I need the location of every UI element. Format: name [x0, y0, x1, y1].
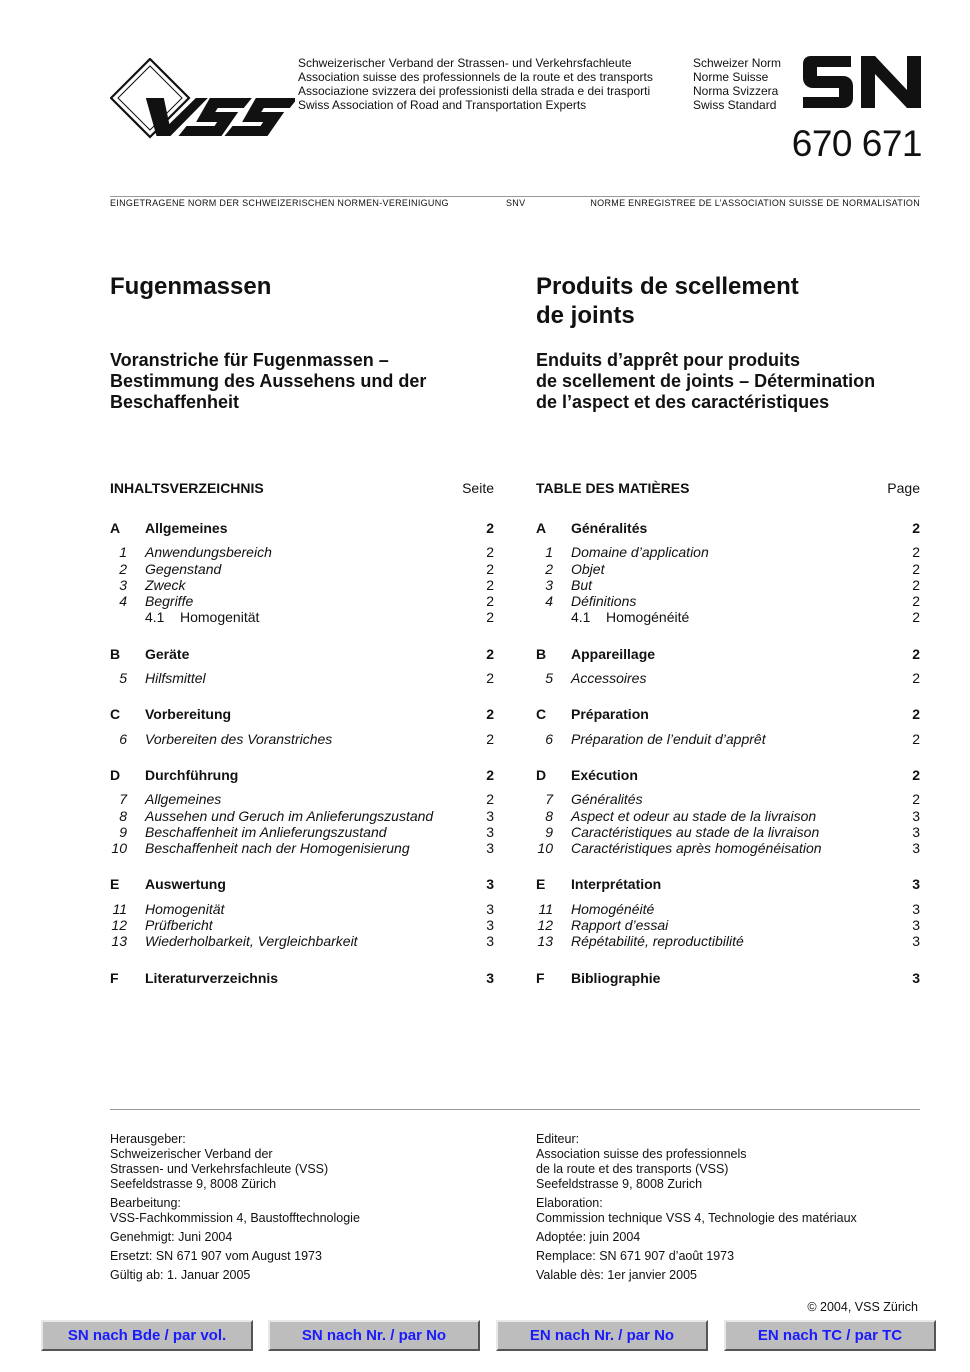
item-title: Beschaffenheit im Anlieferungszustand — [145, 823, 387, 840]
section-page: 2 — [486, 645, 494, 662]
copyright: © 2004, VSS Zürich — [807, 1300, 918, 1314]
toc-section — [110, 706, 494, 747]
publisher-line: Schweizerischer Verband der — [110, 1147, 273, 1161]
toc-section-row — [110, 970, 494, 986]
toc-item-row — [536, 840, 920, 856]
toc-item-row — [536, 670, 920, 686]
item-page: 2 — [912, 576, 920, 593]
standard-line: Schweizer Norm — [693, 56, 782, 70]
toc-item-row — [536, 731, 920, 747]
standard-names — [693, 56, 781, 112]
toc-item-row — [536, 901, 920, 917]
section-page: 2 — [486, 706, 494, 723]
association-names — [298, 56, 653, 112]
item-title: Allgemeines — [145, 791, 222, 808]
item-title: Aussehen und Geruch im Anlieferungszustand — [145, 807, 434, 824]
item-page: 2 — [912, 560, 920, 577]
toc-body — [110, 520, 494, 986]
publisher-block — [110, 1249, 510, 1264]
section-letter: E — [110, 876, 120, 893]
toc-body — [536, 520, 920, 986]
footer-divider — [110, 1109, 920, 1110]
toc-item-row — [110, 670, 494, 686]
publisher-line: Editeur: — [536, 1132, 580, 1146]
item-number: 5 — [119, 670, 127, 687]
toc-item-row — [110, 561, 494, 577]
toc-section — [536, 970, 920, 986]
toc-section-row — [536, 876, 920, 892]
publisher-line: Seefeldstrasse 9, 8008 Zurich — [536, 1177, 703, 1191]
item-number: 1 — [545, 544, 553, 561]
item-title: Beschaffenheit nach der Homogenisierung — [145, 840, 410, 857]
toc-item-row — [536, 917, 920, 933]
item-page: 2 — [912, 593, 920, 610]
toc-item-row — [110, 917, 494, 933]
association-line: Swiss Association of Road and Transportation Experts — [298, 98, 587, 112]
publisher-line: Association suisse des professionnels — [536, 1147, 747, 1161]
subitem-title: Homogénéité — [606, 609, 690, 626]
publisher-line: Herausgeber: — [110, 1132, 186, 1146]
section-page: 2 — [912, 645, 920, 662]
toc-item-row — [110, 577, 494, 593]
item-title: Généralités — [571, 791, 643, 808]
toc-section — [536, 646, 920, 687]
subtitle-fr-line: de l’aspect et des caractéristiques — [536, 392, 830, 412]
nav-en-by-number-button[interactable]: EN nach Nr. / par No — [496, 1320, 708, 1351]
item-number: 1 — [119, 544, 127, 561]
registration-left: EINGETRAGENE NORM DER SCHWEIZERISCHEN NORMEN-VEREINIGUNG — [110, 198, 449, 208]
toc-section — [110, 767, 494, 856]
toc-item-row — [110, 593, 494, 609]
publisher-block — [110, 1132, 510, 1192]
section-page: 2 — [912, 520, 920, 536]
publisher-block — [536, 1268, 936, 1283]
section-title: Appareillage — [571, 645, 656, 662]
toc-header — [110, 480, 494, 500]
section-letter: F — [110, 969, 119, 986]
section-page: 3 — [912, 969, 920, 986]
item-page: 2 — [486, 593, 494, 610]
section-letter: D — [536, 766, 547, 783]
toc-item-row — [536, 544, 920, 560]
publisher-de — [110, 1132, 510, 1287]
section-letter: D — [110, 766, 121, 783]
item-number: 6 — [545, 730, 553, 747]
section-page: 2 — [912, 766, 920, 783]
publisher-block — [536, 1132, 936, 1192]
toc-section-row — [536, 646, 920, 662]
subtitle-fr-line: de scellement de joints – Détermination — [536, 371, 876, 391]
item-page: 3 — [486, 917, 494, 934]
item-number: 9 — [119, 823, 127, 840]
item-page: 2 — [912, 670, 920, 687]
toc-item-row — [536, 593, 920, 609]
item-page: 2 — [486, 791, 494, 808]
toc-section — [536, 520, 920, 626]
item-number: 8 — [545, 807, 553, 824]
registration-mid: SNV — [506, 198, 526, 208]
item-title: Caractéristiques au stade de la livraison — [571, 823, 820, 840]
toc-item-row — [536, 808, 920, 824]
item-number: 10 — [537, 840, 553, 857]
item-number: 6 — [119, 730, 127, 747]
item-title: Rapport d’essai — [571, 917, 669, 934]
toc-header — [536, 480, 920, 500]
toc-section — [110, 876, 494, 949]
toc-subitem-row — [110, 609, 494, 625]
section-letter: E — [536, 876, 546, 893]
item-page: 3 — [486, 933, 494, 950]
subtitle-de-line: Voranstriche für Fugenmassen – — [110, 350, 389, 370]
toc-item-row — [536, 791, 920, 807]
toc-section-row — [536, 706, 920, 722]
toc-item-row — [110, 933, 494, 949]
publisher-line: VSS-Fachkommission 4, Baustofftechnologie — [110, 1211, 360, 1225]
section-letter: C — [110, 706, 121, 723]
item-title: Hilfsmittel — [145, 670, 206, 687]
toc-section-row — [536, 520, 920, 536]
item-title: Caractéristiques après homogénéisation — [571, 840, 822, 857]
toc-item-row — [110, 791, 494, 807]
item-number: 8 — [119, 807, 127, 824]
association-line: Association suisse des professionnels de la route et des transports — [298, 70, 653, 84]
section-page: 3 — [486, 969, 494, 986]
item-number: 12 — [537, 917, 553, 934]
toc-title: INHALTSVERZEICHNIS — [110, 480, 264, 496]
item-title: Gegenstand — [145, 560, 222, 577]
toc-item-row — [110, 824, 494, 840]
association-line: Associazione svizzera dei professionisti della strada e dei trasporti — [298, 84, 651, 98]
standard-line: Norma Svizzera — [693, 84, 779, 98]
publisher-line: Remplace: SN 671 907 d’août 1973 — [536, 1249, 735, 1263]
item-page: 3 — [912, 933, 920, 950]
item-title: Homogénéité — [571, 900, 655, 917]
publisher-block — [110, 1230, 510, 1245]
publisher-block — [110, 1196, 510, 1226]
toc-de — [110, 480, 494, 994]
toc-section — [110, 520, 494, 626]
subitem-page: 2 — [912, 609, 920, 626]
item-page: 3 — [912, 823, 920, 840]
toc-section-row — [110, 646, 494, 662]
header-divider — [110, 196, 920, 197]
item-title: Zweck — [145, 576, 186, 593]
subitem-title-cell — [145, 609, 454, 625]
item-number: 4 — [119, 593, 127, 610]
toc-subitem-row — [536, 609, 920, 625]
title-de: Fugenmassen — [110, 273, 272, 300]
item-title: Anwendungsbereich — [145, 544, 272, 561]
item-page: 2 — [486, 560, 494, 577]
nav-en-by-tc-button[interactable]: EN nach TC / par TC — [724, 1320, 936, 1351]
item-title: Domaine d’application — [571, 544, 709, 561]
item-page: 3 — [912, 807, 920, 824]
section-letter: A — [110, 520, 121, 536]
section-letter: C — [536, 706, 547, 723]
section-letter: A — [536, 520, 547, 536]
publisher-line: Gültig ab: 1. Januar 2005 — [110, 1268, 251, 1282]
section-title: Auswertung — [145, 876, 226, 893]
publisher-block — [536, 1249, 936, 1264]
section-title: Literaturverzeichnis — [145, 969, 279, 986]
publisher-line: Seefeldstrasse 9, 8008 Zürich — [110, 1177, 277, 1191]
section-title: Vorbereitung — [145, 706, 232, 723]
item-number: 12 — [111, 917, 127, 934]
item-page: 3 — [486, 807, 494, 824]
title-fr — [536, 272, 799, 330]
vss-logo — [110, 58, 295, 145]
item-title: Prüfbericht — [145, 917, 213, 934]
toc-section-row — [110, 706, 494, 722]
item-number: 10 — [111, 840, 127, 857]
section-title: Exécution — [571, 766, 638, 783]
item-title: Begriffe — [145, 593, 194, 610]
item-title: Accessoires — [571, 670, 647, 687]
item-page: 2 — [486, 576, 494, 593]
subtitle-de-line: Bestimmung des Aussehens und der — [110, 371, 427, 391]
subitem-spacer — [110, 609, 145, 625]
toc-section-row — [110, 876, 494, 892]
toc-item-row — [536, 824, 920, 840]
toc-section — [536, 706, 920, 747]
toc-page-label: Page — [887, 480, 920, 496]
item-page: 3 — [486, 840, 494, 857]
toc-title: TABLE DES MATIÈRES — [536, 480, 690, 496]
toc-section — [536, 767, 920, 856]
subitem-number: 4.1 — [145, 609, 165, 626]
subtitle-fr — [536, 350, 875, 413]
item-number: 4 — [545, 593, 553, 610]
section-page: 2 — [912, 706, 920, 723]
publisher-fr — [536, 1132, 936, 1287]
toc-page-label: Seite — [462, 480, 494, 496]
subitem-spacer — [536, 609, 571, 625]
toc-section-row — [536, 767, 920, 783]
toc-item-row — [110, 808, 494, 824]
publisher-line: Strassen- und Verkehrsfachleute (VSS) — [110, 1162, 329, 1176]
publisher-line: Commission technique VSS 4, Technologie des matériaux — [536, 1211, 857, 1225]
subtitle-fr-line: Enduits d’apprêt pour produits — [536, 350, 800, 370]
toc-section — [536, 876, 920, 949]
subitem-page: 2 — [486, 609, 494, 626]
title-fr-line: Produits de scellement — [536, 273, 799, 300]
publisher-line: Elaboration: — [536, 1196, 603, 1210]
item-page: 2 — [912, 730, 920, 747]
publisher-line: Bearbeitung: — [110, 1196, 181, 1210]
item-number: 7 — [545, 791, 553, 808]
section-page: 2 — [486, 766, 494, 783]
sn-logo — [803, 56, 921, 108]
item-number: 2 — [545, 560, 553, 577]
publisher-line: Ersetzt: SN 671 907 vom August 1973 — [110, 1249, 322, 1263]
toc-item-row — [110, 731, 494, 747]
title-fr-line: de joints — [536, 302, 635, 329]
publisher-line: de la route et des transports (VSS) — [536, 1162, 729, 1176]
section-title: Durchführung — [145, 766, 239, 783]
subitem-title-cell — [571, 609, 880, 625]
nav-sn-by-number-button[interactable]: SN nach Nr. / par No — [268, 1320, 480, 1351]
section-title: Préparation — [571, 706, 649, 723]
item-number: 11 — [112, 900, 127, 917]
item-page: 3 — [486, 900, 494, 917]
toc-item-row — [536, 933, 920, 949]
item-title: Wiederholbarkeit, Vergleichbarkeit — [145, 933, 358, 950]
subitem-title: Homogenität — [180, 609, 260, 626]
item-title: Objet — [571, 560, 605, 577]
toc-section-row — [536, 970, 920, 986]
item-number: 2 — [119, 560, 127, 577]
item-title: Vorbereiten des Voranstriches — [145, 730, 333, 747]
publisher-line: Genehmigt: Juni 2004 — [110, 1230, 233, 1244]
item-title: Homogenität — [145, 900, 225, 917]
item-page: 2 — [486, 670, 494, 687]
toc-item-row — [110, 840, 494, 856]
section-letter: B — [110, 645, 121, 662]
toc-item-row — [110, 901, 494, 917]
item-title: Aspect et odeur au stade de la livraison — [571, 807, 817, 824]
publisher-line: Valable dès: 1er janvier 2005 — [536, 1268, 697, 1282]
toc-fr — [536, 480, 920, 994]
registration-right: NORME ENREGISTREE DE L’ASSOCIATION SUISSE DE NORMALISATION — [590, 198, 920, 208]
section-page: 3 — [912, 876, 920, 893]
item-title: Préparation de l’enduit d’apprêt — [571, 730, 766, 747]
item-title: But — [571, 576, 593, 593]
item-page: 2 — [486, 544, 494, 561]
section-title: Généralités — [571, 520, 648, 536]
association-line: Schweizerischer Verband der Strassen- und Verkehrsfachleute — [298, 56, 632, 70]
item-number: 5 — [545, 670, 553, 687]
item-number: 13 — [111, 933, 127, 950]
toc-section — [110, 646, 494, 687]
item-page: 2 — [912, 791, 920, 808]
subitem-number: 4.1 — [571, 609, 591, 626]
publisher-block — [536, 1230, 936, 1245]
publisher-block — [536, 1196, 936, 1226]
item-number: 9 — [545, 823, 553, 840]
toc-section — [110, 970, 494, 986]
item-page: 3 — [912, 900, 920, 917]
toc-item-row — [536, 561, 920, 577]
toc-item-row — [110, 544, 494, 560]
section-letter: B — [536, 645, 547, 662]
section-title: Allgemeines — [145, 520, 228, 536]
item-number: 3 — [119, 576, 127, 593]
item-number: 7 — [119, 791, 127, 808]
nav-sn-by-volume-button[interactable]: SN nach Bde / par vol. — [41, 1320, 253, 1351]
toc-item-row — [536, 577, 920, 593]
norm-number: 670 671 — [791, 123, 922, 164]
standard-line: Norme Suisse — [693, 70, 769, 84]
section-letter: F — [536, 969, 545, 986]
section-title: Bibliographie — [571, 969, 661, 986]
item-page: 3 — [912, 840, 920, 857]
item-page: 2 — [486, 730, 494, 747]
standard-line: Swiss Standard — [693, 98, 777, 112]
item-number: 3 — [545, 576, 553, 593]
section-title: Interprétation — [571, 876, 662, 893]
toc-section-row — [110, 520, 494, 536]
item-title: Définitions — [571, 593, 637, 610]
section-page: 3 — [486, 876, 494, 893]
subtitle-de-line: Beschaffenheit — [110, 392, 240, 412]
publisher-line: Adoptée: juin 2004 — [536, 1230, 641, 1244]
item-number: 11 — [538, 900, 553, 917]
section-title: Geräte — [145, 645, 190, 662]
section-page: 2 — [486, 520, 494, 536]
item-page: 2 — [912, 544, 920, 561]
publisher-block — [110, 1268, 510, 1283]
subtitle-de — [110, 350, 426, 413]
item-page: 3 — [912, 917, 920, 934]
toc-section-row — [110, 767, 494, 783]
item-number: 13 — [537, 933, 553, 950]
item-page: 3 — [486, 823, 494, 840]
item-title: Répétabilité, reproductibilité — [571, 933, 744, 950]
